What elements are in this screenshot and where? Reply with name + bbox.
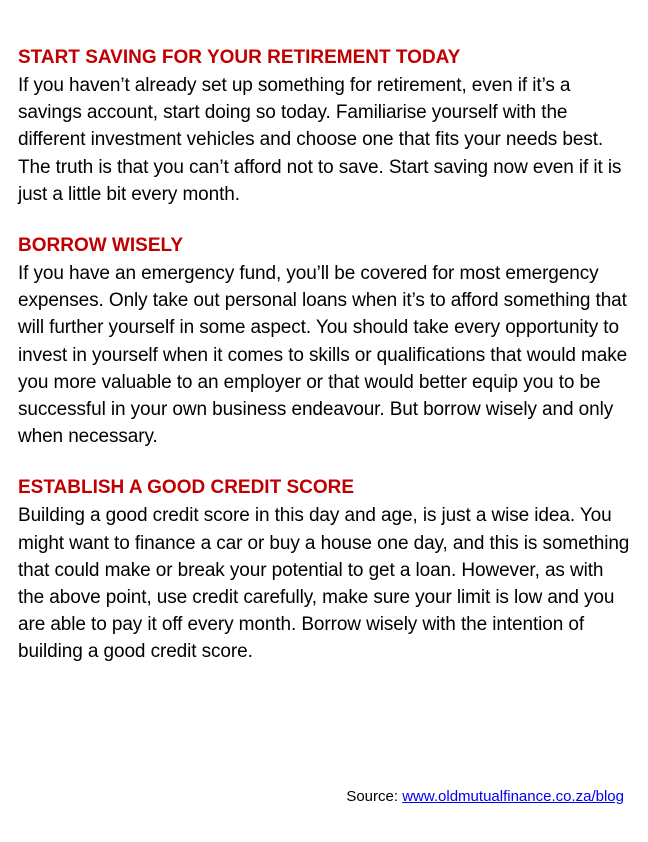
section-retirement — [18, 44, 630, 208]
section-heading: ESTABLISH A GOOD CREDIT SCORE — [18, 477, 355, 499]
source-link[interactable]: www.oldmutualfinance.co.za/blog — [402, 788, 624, 805]
section-paragraph: If you haven’t already set up something for retirement, even if it’s a savings account, start doing so today. Familiarise yourself with the different investment vehicles and choose one that fits your needs best. The truth is that you can’t afford not to save. Start saving now even if it is just a little bit every month. — [18, 75, 622, 205]
section-heading: BORROW WISELY — [18, 235, 184, 257]
document-body — [18, 44, 630, 666]
section-credit-score — [18, 474, 630, 665]
source-label: Source: — [346, 788, 399, 805]
source-line — [346, 787, 624, 807]
section-paragraph: If you have an emergency fund, you’ll be covered for most emergency expenses. Only take out personal loans when it’s to afford something that will further yourself in some aspect. You should take every opportunity to invest in yourself when it comes to skills or qualifications that would make you more valuable to an employer or that would better equip you to be successful in your own business endeavour. But borrow wisely and only when necessary. — [18, 263, 628, 448]
section-borrow-wisely — [18, 232, 630, 450]
section-paragraph: Building a good credit score in this day and age, is just a wise idea. You might want to finance a car or buy a house one day, and this is something that could make or break your potential to get a loan. However, as with the above point, use credit carefully, make sure your limit is low and you are able to pay it off every month. Borrow wisely with the intention of building a good credit score. — [18, 505, 630, 663]
section-heading: START SAVING FOR YOUR RETIREMENT TODAY — [18, 47, 461, 68]
